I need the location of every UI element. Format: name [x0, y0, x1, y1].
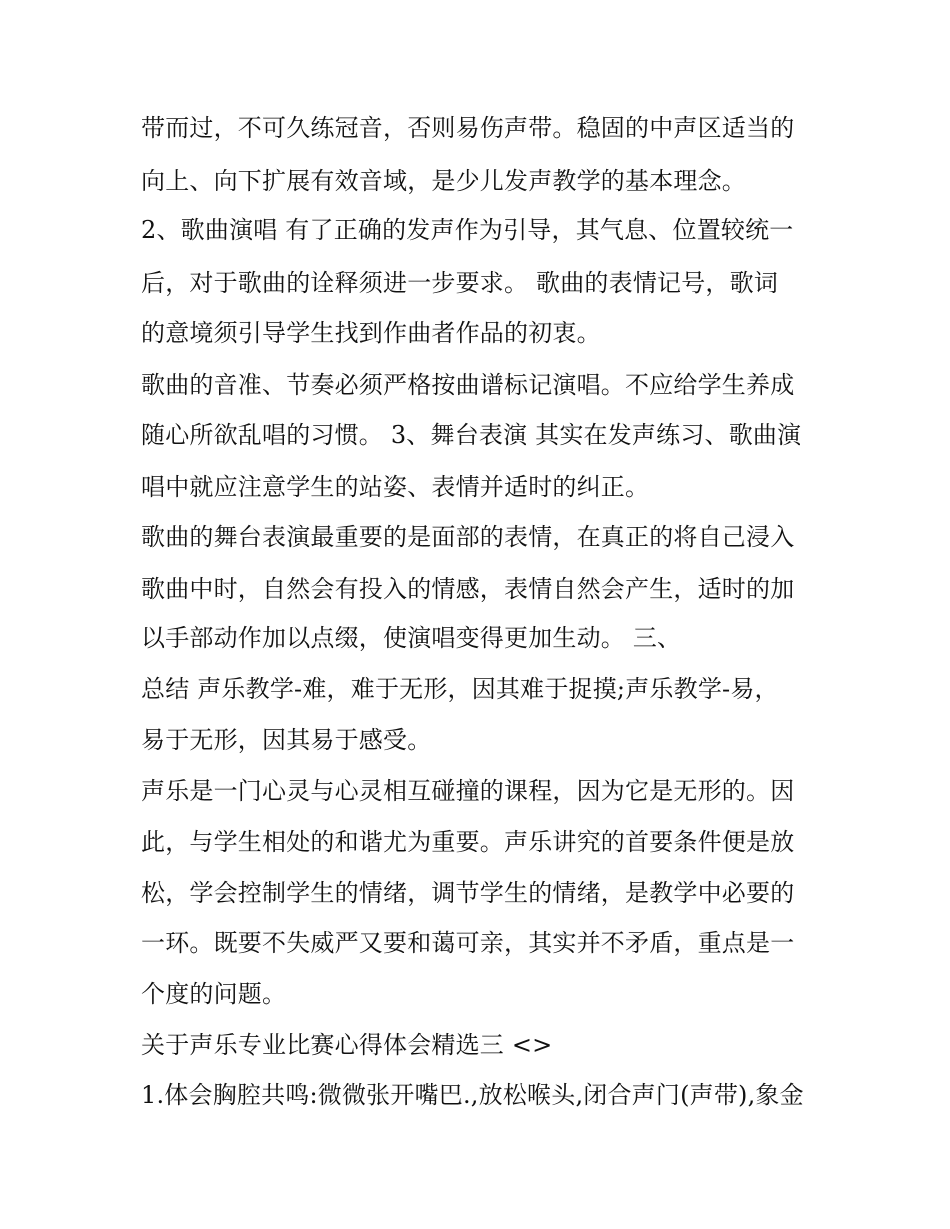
- text-line: 歌曲中时，自然会有投入的情感，表情自然会产生，适时的加: [141, 575, 795, 603]
- text-line: 后，对于歌曲的诠释须进一步要求。 歌曲的表情记号，歌词: [141, 269, 779, 297]
- text-line: 声乐是一门心灵与心灵相互碰撞的课程，因为它是无形的。因: [141, 777, 795, 805]
- text-line: 此，与学生相处的和谐尤为重要。声乐讲究的首要条件便是放: [141, 828, 795, 856]
- text-line: 歌曲的音准、节奏必须严格按曲谱标记演唱。不应给学生养成: [141, 371, 795, 399]
- text-line: 一环。既要不失威严又要和蔼可亲，其实并不矛盾，重点是一: [141, 929, 795, 957]
- text-line: 的意境须引导学生找到作曲者作品的初衷。: [141, 319, 601, 347]
- text-line: 随心所欲乱唱的习惯。 3、舞台表演 其实在发声练习、歌曲演: [141, 421, 802, 449]
- text-line: 2、歌曲演唱 有了正确的发声作为引导，其气息、位置较统一: [141, 216, 794, 244]
- text-line: 唱中就应注意学生的站姿、表情并适时的纠正。: [141, 473, 650, 501]
- text-line: 松，学会控制学生的情绪，调节学生的情绪，是教学中必要的: [141, 879, 795, 907]
- text-line: 歌曲的舞台表演最重要的是面部的表情，在真正的将自己浸入: [141, 523, 795, 551]
- text-line: 以手部动作加以点缀，使演唱变得更加生动。 三、: [141, 624, 682, 652]
- text-line: 总结 声乐教学-难，难于无形，因其难于捉摸;声乐教学-易，: [141, 675, 779, 703]
- text-line: 关于声乐专业比赛心得体会精选三 <>: [141, 1031, 553, 1059]
- text-line: 易于无形，因其易于感受。: [141, 726, 432, 754]
- text-line: 向上、向下扩展有效音域，是少儿发声教学的基本理念。: [141, 167, 746, 195]
- text-line: 带而过，不可久练冠音，否则易伤声带。稳固的中声区适当的: [141, 114, 795, 142]
- text-line: 1.体会胸腔共鸣:微微张开嘴巴.,放松喉头,闭合声门(声带),象金: [141, 1081, 804, 1109]
- text-line: 个度的问题。: [141, 980, 287, 1008]
